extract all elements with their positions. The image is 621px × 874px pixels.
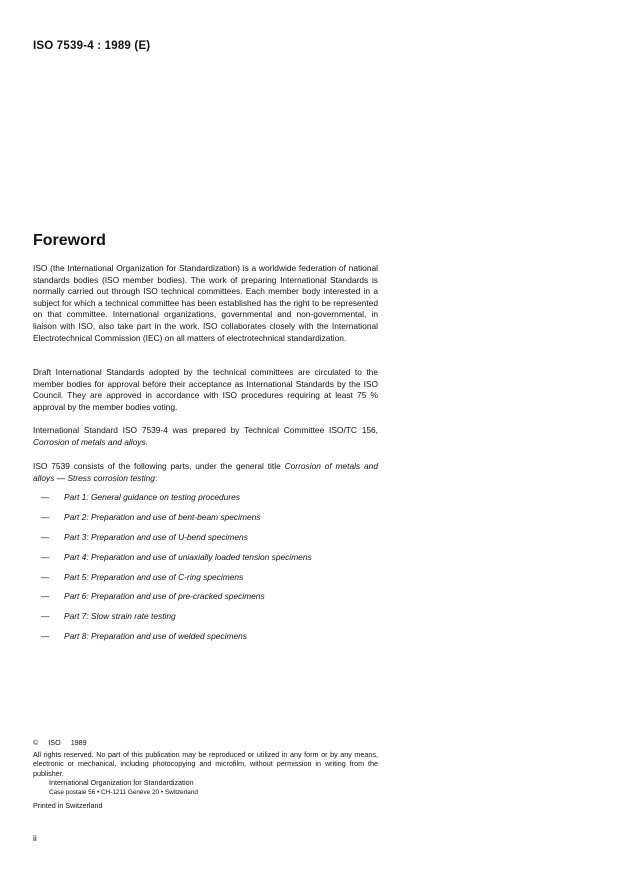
copyright-year: 1989 — [70, 738, 87, 747]
list-dash: — — [41, 551, 50, 562]
part-label: Part 2: Preparation and use of bent-beam specimens — [64, 511, 261, 522]
copyright-line — [33, 738, 378, 748]
paragraph-4-text: ISO 7539 consists of the following parts, under the general title — [33, 461, 281, 471]
list-dash: — — [41, 591, 50, 602]
paragraph-4-tail: : — [154, 472, 158, 483]
document-id-header: ISO 7539-4 : 1989 (E) — [33, 40, 151, 52]
part-label: Part 1: General guidance on testing procedures — [64, 492, 240, 502]
printed-note: Printed in Switzerland — [33, 800, 103, 810]
list-item — [33, 572, 378, 592]
list-item — [33, 591, 378, 611]
list-item — [33, 611, 378, 631]
list-item — [33, 552, 378, 572]
foreword-paragraph-2: Draft International Standards adopted by the technical committees are circulated to the member bodies for approval before their acceptance as International Standards by the ISO Council. They are approved in accordance with ISO procedures requiring at least 75 % approval by the member bodies voting. — [33, 367, 378, 412]
paragraph-3-text: International Standard ISO 7539-4 was prepared by Technical Committee ISO/TC 156, — [33, 425, 378, 435]
part-label: Part 7: Slow strain rate testing — [64, 611, 176, 622]
list-item — [33, 631, 378, 651]
foreword-paragraph-3 — [33, 425, 378, 448]
part-label: Part 4: Preparation and use of uniaxially loaded tension specimens — [64, 551, 312, 562]
part-label: Part 5: Preparation and use of C-ring specimens — [64, 571, 244, 582]
general-title-part2: — Stress corrosion testing — [56, 472, 155, 483]
list-dash: — — [41, 511, 50, 522]
list-item — [33, 532, 378, 552]
publisher-name: International Organization for Standardization — [49, 778, 194, 788]
page-number: ii — [33, 833, 37, 843]
copyright-symbol: © — [33, 738, 39, 747]
publisher-address: Case postale 56 • CH-1211 Genève 20 • Switzerland — [49, 788, 198, 796]
foreword-paragraph-4 — [33, 461, 378, 484]
list-dash: — — [41, 571, 50, 582]
copyright-org: ISO — [48, 738, 61, 747]
rights-statement: All rights reserved. No part of this publication may be reproduced or utilized in any form or by any means, electronic or mechanical, including photocopying and microfilm, without permission in writing from the publisher. — [33, 749, 378, 778]
parts-list — [33, 492, 378, 651]
section-title: Foreword — [33, 232, 106, 249]
committee-title: Corrosion of metals and alloys. — [33, 436, 148, 447]
foreword-paragraph-1: ISO (the International Organization for Standardization) is a worldwide federation of national standards bodies (ISO member bodies). The work of preparing International Standards is normally carried out through ISO technical committees. Each member body interested in a subject for which a technical committee has been established has the right to be represented on that committee. International organizations, governmental and non-governmental, in liaison with ISO, also take part in the work. ISO collaborates closely with the International Electrotechnical Commission (IEC) on all matters of electrotechnical standardization. — [33, 263, 378, 343]
list-item — [33, 492, 378, 512]
list-dash: — — [41, 531, 50, 542]
part-label: Part 6: Preparation and use of pre-cracked specimens — [64, 591, 265, 602]
list-item — [33, 512, 378, 532]
copyright-block — [33, 738, 378, 810]
list-dash: — — [41, 611, 50, 622]
general-title-part1: Corrosion of metals and alloys — [33, 461, 378, 483]
part-label: Part 8: Preparation and use of welded specimens — [64, 631, 247, 642]
list-dash: — — [41, 631, 50, 642]
list-dash: — — [41, 492, 50, 502]
part-label: Part 3: Preparation and use of U-bend specimens — [64, 531, 248, 542]
